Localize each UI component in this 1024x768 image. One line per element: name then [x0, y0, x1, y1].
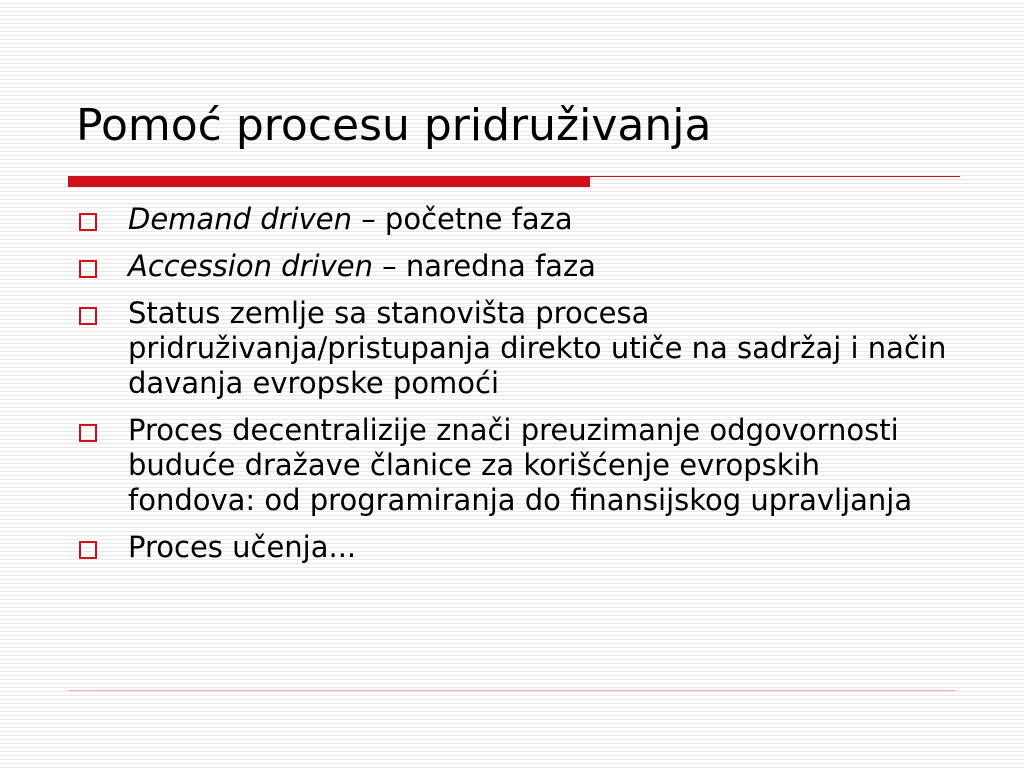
hollow-square-bullet-icon	[79, 213, 97, 231]
hollow-square-bullet-icon	[79, 260, 97, 278]
bullet-text: Proces decentralizije znači preuzimanje odgovornosti buduće dražave članice za korišćenje evropskih fondova: od programiranja do finansijskog upravljanja	[128, 413, 913, 517]
hollow-square-bullet-icon	[79, 307, 97, 325]
bullet-emphasis: Accession driven	[128, 249, 373, 283]
bullet-text: Proces učenja...	[128, 530, 357, 564]
bullet-text: – naredna faza	[372, 249, 596, 283]
slide-title: Pomoć procesu pridruživanja	[76, 100, 712, 151]
bullet-list	[76, 202, 956, 577]
title-underline-thin	[590, 176, 960, 177]
title-underline-accent	[68, 176, 590, 187]
bullet-item	[76, 413, 956, 518]
bullet-item	[76, 296, 956, 401]
bullet-text: – početne faza	[351, 202, 573, 236]
bullet-item	[76, 249, 956, 284]
bullet-item	[76, 202, 956, 237]
bullet-item	[76, 530, 956, 565]
hollow-square-bullet-icon	[79, 424, 97, 442]
bullet-emphasis: Demand driven	[128, 202, 352, 236]
bullet-text: Status zemlje sa stanovišta procesa pridruživanja/pristupanja direkto utiče na sadržaj i način davanja evropske pomoći	[128, 296, 947, 400]
hollow-square-bullet-icon	[79, 541, 97, 559]
footer-divider	[68, 690, 956, 691]
